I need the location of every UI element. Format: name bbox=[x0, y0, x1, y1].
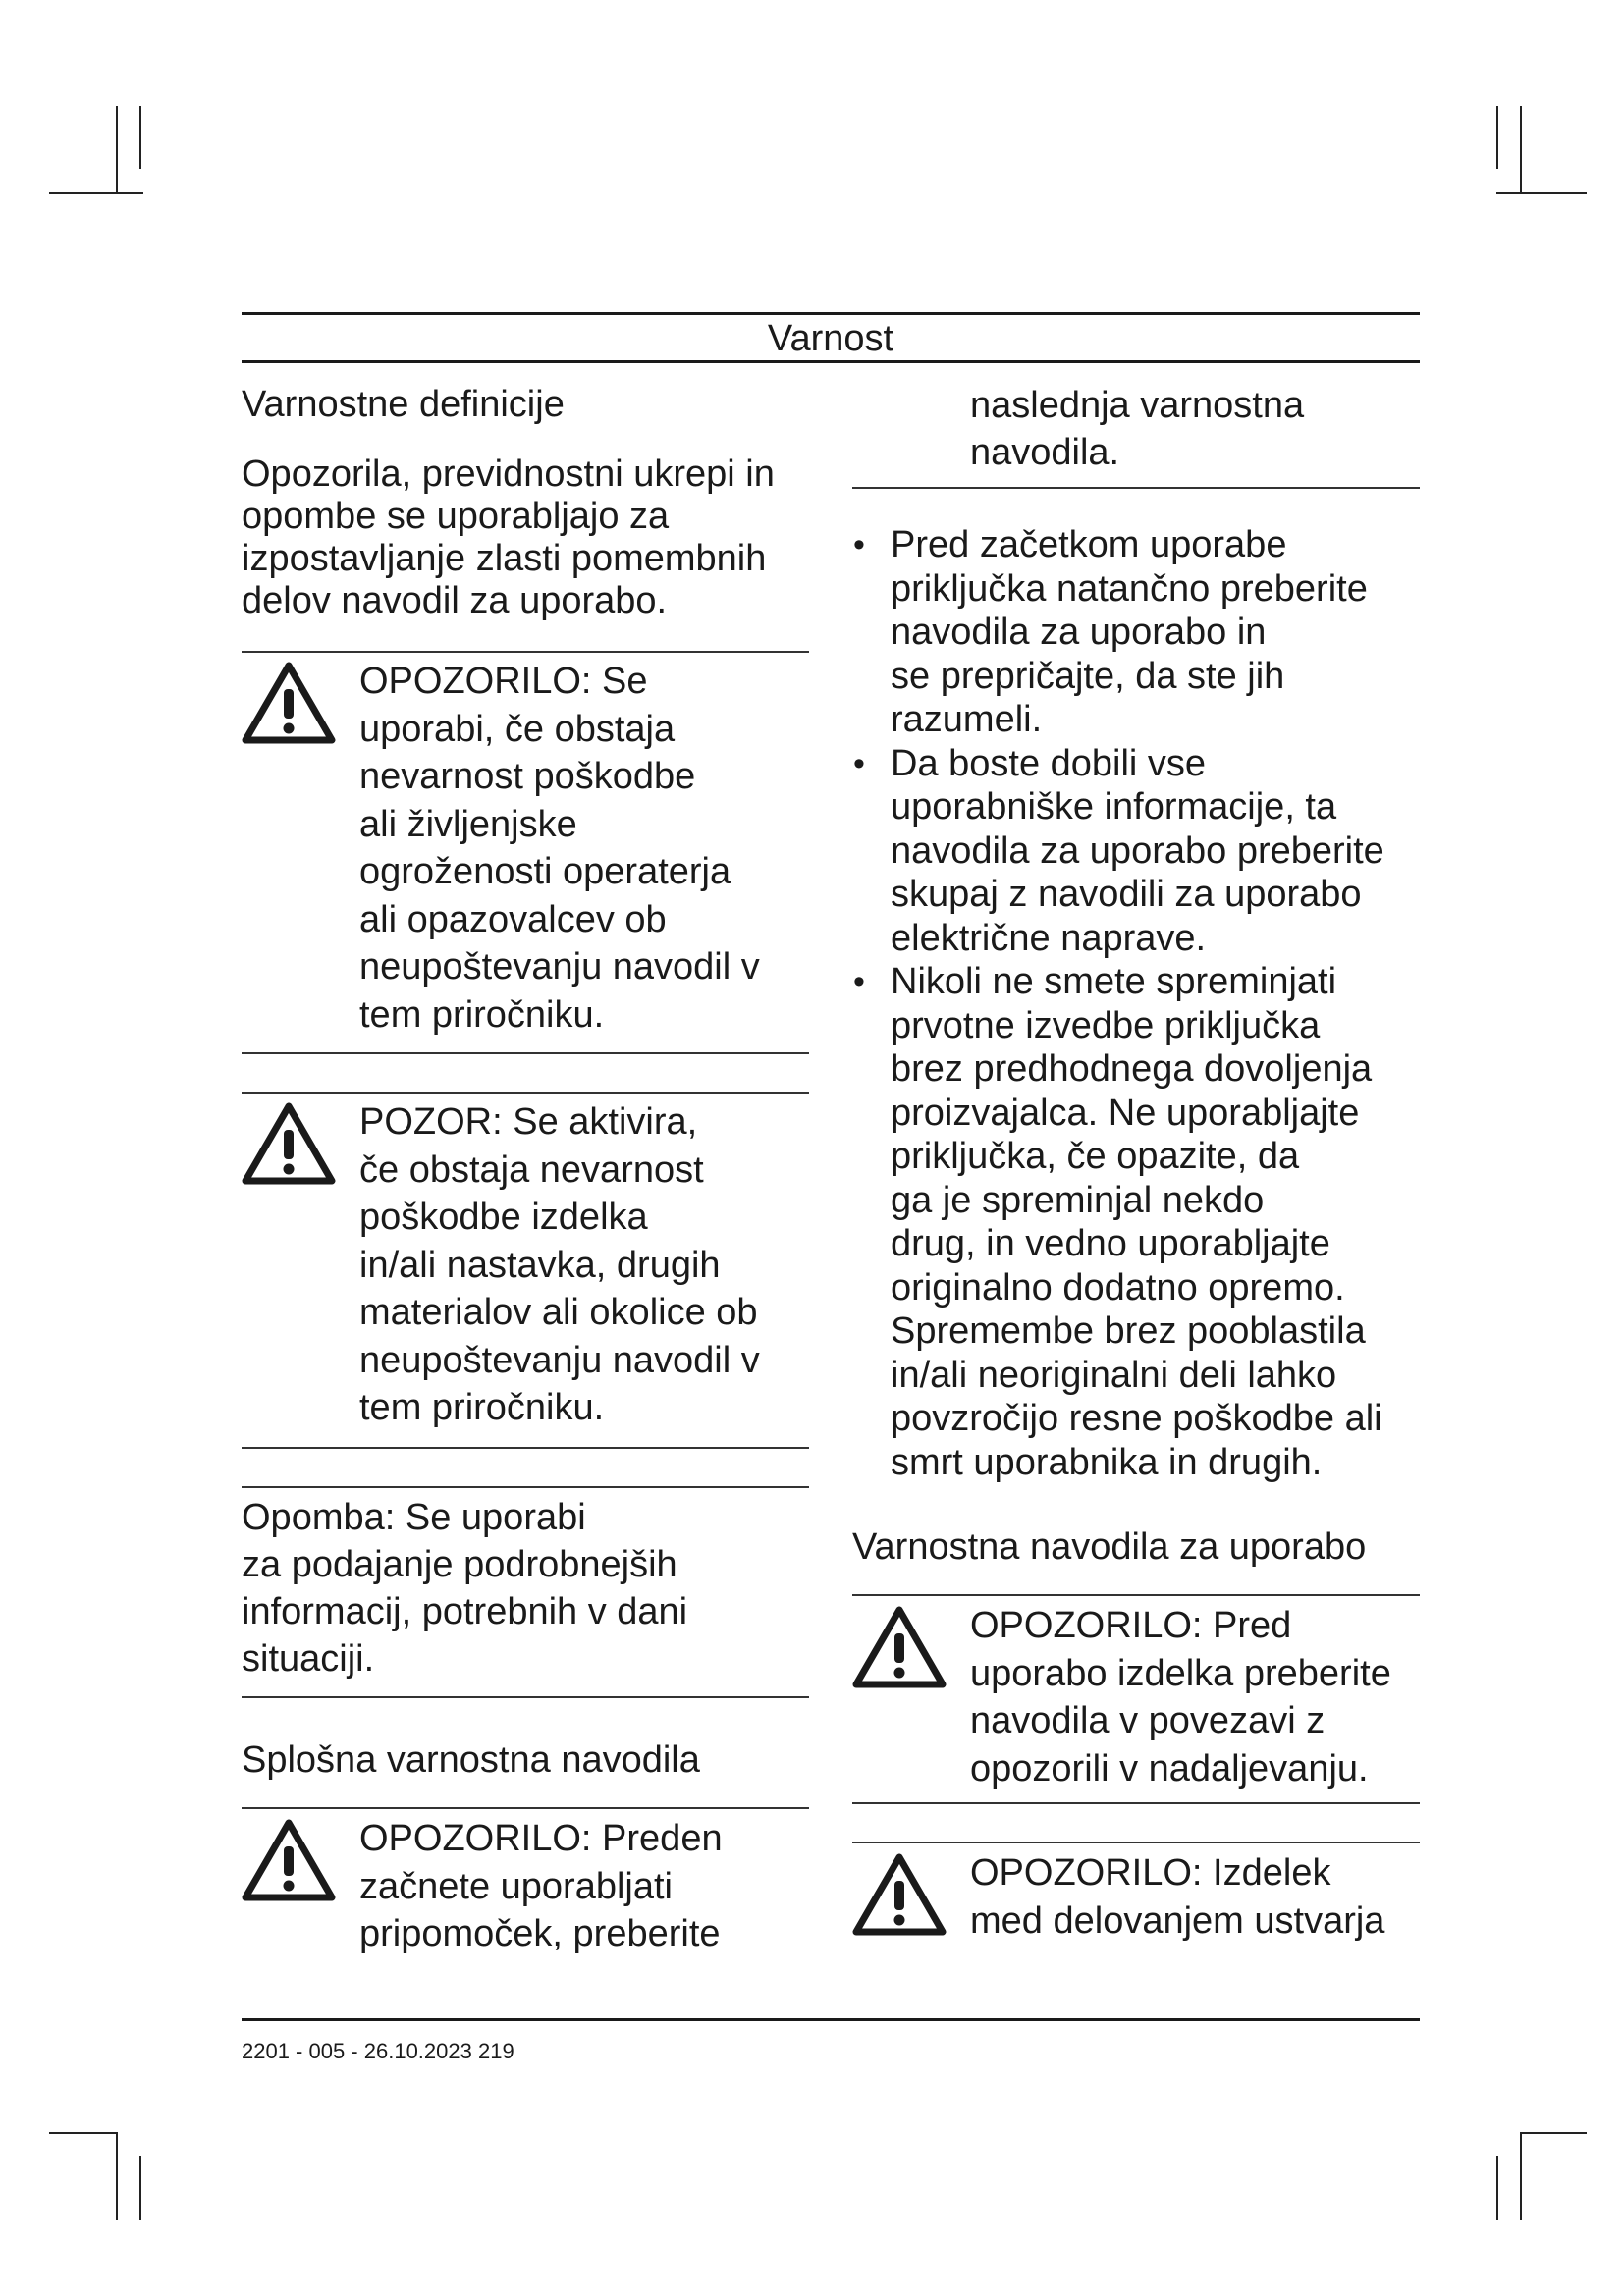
note-def-line: informacij, potrebnih v dani bbox=[242, 1591, 688, 1632]
usage-warning-line: Izdelek bbox=[1213, 1852, 1331, 1894]
divider bbox=[242, 1052, 809, 1054]
bullet-line: Spremembe brez pooblastila bbox=[891, 1310, 1366, 1352]
bullet-line: priključka, če opazite, da bbox=[891, 1136, 1300, 1177]
heading-general-safety: Splošna varnostna navodila bbox=[242, 1739, 700, 1781]
bullet-line: razumeli. bbox=[891, 699, 1043, 740]
warning-triangle-icon bbox=[242, 1819, 336, 1901]
usage-warning-line: uporabo izdelka preberite bbox=[970, 1652, 1391, 1694]
continued-line: navodila. bbox=[970, 432, 1120, 473]
header-rule-bottom bbox=[242, 360, 1420, 363]
bullet-line: • Nikoli ne smete spreminjati bbox=[891, 961, 1337, 1002]
caution-def-line: če obstaja nevarnost bbox=[359, 1148, 704, 1191]
divider bbox=[242, 1696, 809, 1698]
warning-triangle-icon bbox=[852, 1853, 947, 1936]
warning-triangle-icon bbox=[852, 1606, 947, 1688]
bullet-line: drug, in vedno uporabljajte bbox=[891, 1223, 1330, 1264]
note-def-line: situaciji. bbox=[242, 1638, 375, 1680]
heading-safety-definitions: Varnostne definicije bbox=[242, 384, 565, 425]
page-footer: 2201 - 005 - 26.10.2023 219 bbox=[242, 2039, 514, 2063]
note-label: Opomba: bbox=[242, 1497, 396, 1538]
caution-def-line: in/ali nastavka, drugih bbox=[359, 1244, 721, 1286]
bullet-line: navodila za uporabo preberite bbox=[891, 829, 1384, 872]
continued-line: naslednja varnostna bbox=[970, 385, 1305, 426]
note-def-line: za podajanje podrobnejših bbox=[242, 1544, 677, 1585]
divider bbox=[852, 1802, 1420, 1804]
note-def-line: Se uporabi bbox=[405, 1497, 586, 1538]
bullet-line: ga je spreminjal nekdo bbox=[891, 1179, 1265, 1221]
caution-def-line: Se aktivira, bbox=[513, 1101, 698, 1143]
bullet-line: se prepričajte, da ste jih bbox=[891, 655, 1285, 697]
divider bbox=[242, 1447, 809, 1449]
list-item bbox=[852, 523, 1422, 742]
warning-def-line: Se bbox=[602, 661, 648, 702]
divider bbox=[852, 487, 1420, 489]
caution-triangle-icon bbox=[242, 1102, 336, 1185]
caution-def-line: materialov ali okolice ob bbox=[359, 1292, 758, 1333]
general-warning-line: začnete uporabljati bbox=[359, 1865, 673, 1907]
intro-paragraph: Opozorila, previdnostni ukrepi in opombe se uporabljajo za izpostavljanje zlasti pomembnih delov navodil za uporabo. bbox=[242, 454, 775, 621]
bullet-line: proizvajalca. Ne uporabljajte bbox=[891, 1092, 1360, 1134]
bullet-line: prvotne izvedbe priključka bbox=[891, 1004, 1321, 1046]
bullet-line: brez predhodnega dovoljenja bbox=[891, 1048, 1373, 1090]
bullet-line: skupaj z navodili za uporabo bbox=[891, 874, 1362, 915]
warning-triangle-icon bbox=[242, 662, 336, 744]
usage-warning-line: Pred bbox=[1213, 1605, 1292, 1646]
bullet-line: povzročijo resne poškodbe ali bbox=[891, 1398, 1382, 1439]
bullet-line: priključka natančno preberite bbox=[891, 567, 1368, 610]
warning-label: OPOZORILO: bbox=[359, 661, 592, 702]
heading-usage-safety: Varnostna navodila za uporabo bbox=[852, 1526, 1367, 1568]
page-title: Varnost bbox=[767, 318, 894, 359]
warning-def-line: ogroženosti operaterja bbox=[359, 851, 731, 892]
list-item bbox=[852, 960, 1422, 1484]
divider bbox=[242, 1486, 809, 1488]
caution-def-line: poškodbe izdelka bbox=[359, 1197, 648, 1238]
bullet-line: in/ali neoriginalni deli lahko bbox=[891, 1354, 1337, 1396]
bullet-line: električne naprave. bbox=[891, 917, 1207, 959]
general-warning-line: Preden bbox=[602, 1818, 723, 1859]
bullet-line: • Pred začetkom uporabe bbox=[891, 524, 1287, 565]
usage-warning-line: med delovanjem ustvarja bbox=[970, 1899, 1385, 1942]
usage-warning-line: opozorili v nadaljevanju. bbox=[970, 1747, 1369, 1789]
divider bbox=[242, 1092, 809, 1094]
footer-rule bbox=[242, 2018, 1420, 2021]
usage-warning-line: navodila v povezavi z bbox=[970, 1700, 1326, 1741]
warning-label: OPOZORILO: bbox=[970, 1605, 1203, 1646]
caution-def-line: neupoštevanju navodil v bbox=[359, 1339, 760, 1381]
bullet-line: originalno dodatno opremo. bbox=[891, 1266, 1345, 1308]
divider bbox=[242, 1807, 809, 1809]
bullet-line: navodila za uporabo in bbox=[891, 612, 1267, 653]
caution-label: POZOR: bbox=[359, 1101, 503, 1143]
header-rule-top bbox=[242, 312, 1420, 315]
bullet-line: smrt uporabnika in drugih. bbox=[891, 1441, 1323, 1483]
bullet-line: • Da boste dobili vse bbox=[891, 742, 1207, 784]
warning-def-line: neupoštevanju navodil v bbox=[359, 946, 760, 988]
safety-bullet-list bbox=[852, 523, 1422, 1484]
list-item bbox=[852, 742, 1422, 961]
divider bbox=[852, 1842, 1420, 1843]
warning-def-line: ali opazovalcev ob bbox=[359, 898, 667, 940]
continued-warning-text bbox=[970, 382, 1422, 476]
divider bbox=[242, 651, 809, 653]
warning-label: OPOZORILO: bbox=[359, 1818, 592, 1859]
caution-def-line: tem priročniku. bbox=[359, 1387, 605, 1428]
warning-def-line: tem priročniku. bbox=[359, 993, 605, 1036]
warning-def-line: ali življenjske bbox=[359, 803, 577, 845]
warning-def-line: nevarnost poškodbe bbox=[359, 756, 696, 797]
bullet-line: uporabniške informacije, ta bbox=[891, 786, 1337, 828]
warning-def-line: uporabi, če obstaja bbox=[359, 708, 676, 750]
warning-label: OPOZORILO: bbox=[970, 1852, 1203, 1894]
divider bbox=[852, 1594, 1420, 1596]
general-warning-line: pripomoček, preberite bbox=[359, 1913, 721, 1954]
